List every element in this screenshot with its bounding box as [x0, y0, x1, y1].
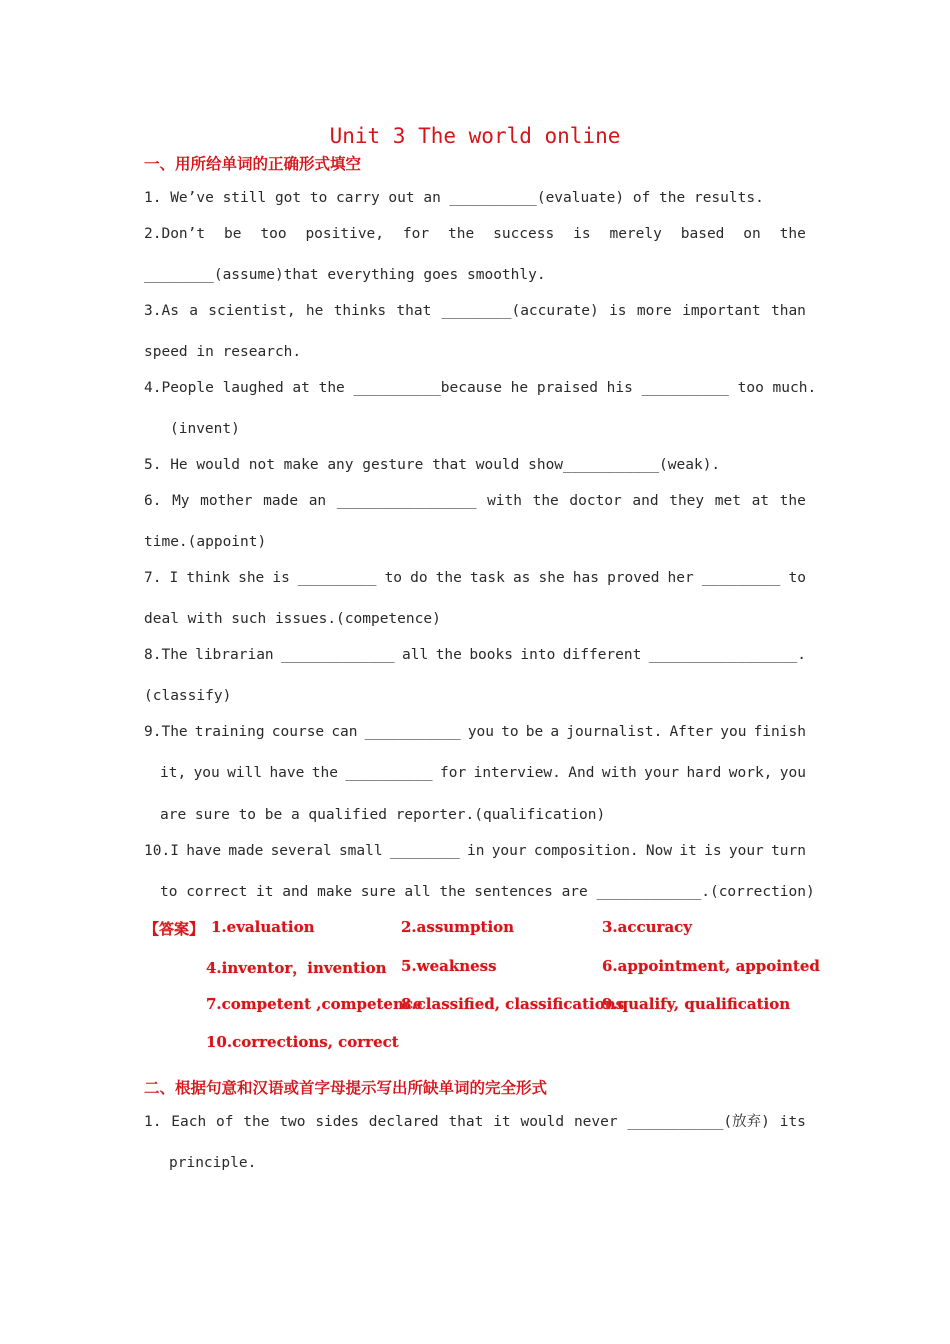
question-4-line-1: 4.People laughed at the __________because he praised his __________ too much. [144, 380, 817, 396]
word: into [520, 647, 556, 663]
section-2-question-1-line-2: principle. [169, 1155, 257, 1171]
word: never [573, 1114, 618, 1130]
question-3-line-1 [144, 301, 806, 321]
answer-5: 5.weakness [401, 957, 497, 975]
word: can [331, 724, 358, 740]
word: success [493, 226, 555, 242]
word: met [714, 493, 741, 509]
word: training [194, 724, 265, 740]
answer-7: 7.competent ,competence [206, 995, 423, 1013]
word: for [440, 765, 467, 781]
word: than [770, 303, 806, 319]
word: scientist, [208, 303, 296, 319]
word: do [410, 570, 428, 586]
word: have [186, 843, 222, 859]
word: you [720, 724, 747, 740]
word: of [216, 1114, 234, 1130]
word: for [402, 226, 430, 242]
word: 1. [144, 1114, 162, 1130]
section-1-heading: 一、用所给单词的正确形式填空 [144, 155, 362, 173]
word: 6. [144, 493, 162, 509]
answer-3: 3.accuracy [602, 918, 693, 936]
word: _________ [701, 570, 781, 586]
word: she [238, 570, 265, 586]
word: has [572, 570, 599, 586]
question-3-line-2: speed in research. [144, 344, 302, 360]
word: too [260, 226, 287, 242]
word: I [169, 570, 179, 586]
word: journalist. [566, 724, 663, 740]
word: it, [160, 765, 187, 781]
word: _____________ [281, 647, 395, 663]
word: that [396, 303, 432, 319]
word: the [779, 226, 806, 242]
word: have [269, 765, 305, 781]
word: Each [171, 1114, 207, 1130]
word: _________ [297, 570, 377, 586]
question-8-line-2: (classify) [144, 688, 232, 704]
word: positive, [305, 226, 385, 242]
word: interview. [473, 765, 561, 781]
question-9-line-2 [160, 763, 806, 783]
word: as [512, 570, 531, 586]
word: on [743, 226, 761, 242]
word: important [682, 303, 761, 319]
word: your [491, 843, 527, 859]
word: merely [609, 226, 662, 242]
word: made [228, 843, 264, 859]
question-7-line-2: deal with such issues.(competence) [144, 611, 441, 627]
word: the [243, 1114, 270, 1130]
word: the [435, 570, 462, 586]
question-6-line-2: time.(appoint) [144, 534, 267, 550]
word: declared [368, 1114, 439, 1130]
word: ________________ [336, 493, 477, 509]
word: she [538, 570, 565, 586]
answer-8: 8.classified, classifications [401, 995, 625, 1013]
word: course [271, 724, 325, 740]
word: proved [607, 570, 660, 586]
page-title: Unit 3 The world online [329, 124, 621, 148]
word: and [632, 493, 659, 509]
word: different [562, 647, 642, 663]
question-9-line-3: are sure to be a qualified reporter.(qualification) [160, 807, 606, 823]
word: is [704, 843, 722, 859]
word: And [568, 765, 595, 781]
word: it [679, 843, 697, 859]
word: Now [645, 843, 673, 859]
word: that [448, 1114, 484, 1130]
word: is [573, 226, 591, 242]
word: a [550, 724, 560, 740]
word: 10.I [144, 843, 179, 859]
word: would [520, 1114, 565, 1130]
answer-9: 9.qualify, qualification [602, 995, 791, 1013]
word: her [667, 570, 694, 586]
word: librarian [195, 647, 274, 663]
question-2-line-2: ________(assume)that everything goes smoothly. [144, 267, 546, 283]
word: finish [753, 724, 806, 740]
word: books [469, 647, 513, 663]
word: ___________ [364, 724, 461, 740]
word: 8.The [144, 647, 188, 663]
word: to [788, 570, 806, 586]
word: ___________(放弃) [627, 1114, 770, 1130]
word: 3.As [144, 303, 179, 319]
word: two [279, 1114, 306, 1130]
word: the [311, 765, 338, 781]
word: will [227, 765, 263, 781]
word: it [493, 1114, 511, 1130]
word: small [338, 843, 383, 859]
question-7-line-1 [144, 568, 806, 588]
word: mother [200, 493, 253, 509]
word: the [435, 647, 462, 663]
word: is [272, 570, 290, 586]
word: the [532, 493, 559, 509]
question-6-line-1 [144, 491, 806, 511]
question-10-line-1 [144, 841, 806, 861]
word: you [467, 724, 495, 740]
answer-2: 2.assumption [401, 918, 515, 936]
answer-10: 10.corrections, correct [206, 1033, 399, 1051]
word: the [779, 493, 806, 509]
word: is [609, 303, 627, 319]
word: thinks [333, 303, 387, 319]
word: be [224, 226, 242, 242]
word: 2.Don’t [144, 226, 206, 242]
answer-label: 【答案】 [144, 920, 205, 938]
word: composition. [533, 843, 639, 859]
word: in [466, 843, 485, 859]
question-2-line-1 [144, 224, 806, 244]
answer-6: 6.appointment, appointed [602, 957, 820, 975]
word: task [469, 570, 505, 586]
word: to [501, 724, 519, 740]
word: your [644, 765, 680, 781]
word: more [636, 303, 672, 319]
word: at [751, 493, 770, 509]
word: with [601, 765, 637, 781]
word: turn [771, 843, 806, 859]
section-2-heading: 二、根据句意和汉语或首字母提示写出所缺单词的完全形式 [144, 1079, 548, 1097]
question-4-line-2: (invent) [170, 421, 240, 437]
question-5: 5. He would not make any gesture that would show___________(weak). [144, 457, 721, 473]
word: sides [315, 1114, 359, 1130]
word: doctor [569, 493, 622, 509]
word: several [270, 843, 332, 859]
word: ________ [389, 843, 460, 859]
word: its [779, 1114, 806, 1130]
question-8-line-1 [144, 645, 806, 665]
word: hard [686, 765, 722, 781]
answer-1: 1.evaluation [211, 918, 315, 936]
word: __________ [345, 765, 433, 781]
question-1: 1. We’ve still got to carry out an __________(evaluate) of the results. [144, 190, 764, 206]
word: work, [728, 765, 773, 781]
word: 7. [144, 570, 162, 586]
question-10-line-2: to correct it and make sure all the sentences are ____________.(correction) [160, 884, 815, 900]
word: be [525, 724, 544, 740]
word: you [779, 765, 806, 781]
word: all [402, 647, 429, 663]
word: 9.The [144, 724, 188, 740]
answer-4: 4.inventor，invention [206, 959, 387, 977]
word: After [669, 724, 714, 740]
section-2-question-1-line-1 [144, 1112, 806, 1132]
word: they [669, 493, 705, 509]
word: think [186, 570, 231, 586]
word: made [263, 493, 299, 509]
word: he [305, 303, 324, 319]
word: ________(accurate) [441, 303, 599, 319]
question-9-line-1 [144, 722, 806, 742]
word: My [172, 493, 190, 509]
word: you [193, 765, 220, 781]
word: based [680, 226, 725, 242]
word: an [308, 493, 327, 509]
word: with [487, 493, 522, 509]
word: your [728, 843, 764, 859]
word: the [448, 226, 475, 242]
word: to [384, 570, 403, 586]
word: _________________. [648, 647, 806, 663]
word: a [189, 303, 198, 319]
